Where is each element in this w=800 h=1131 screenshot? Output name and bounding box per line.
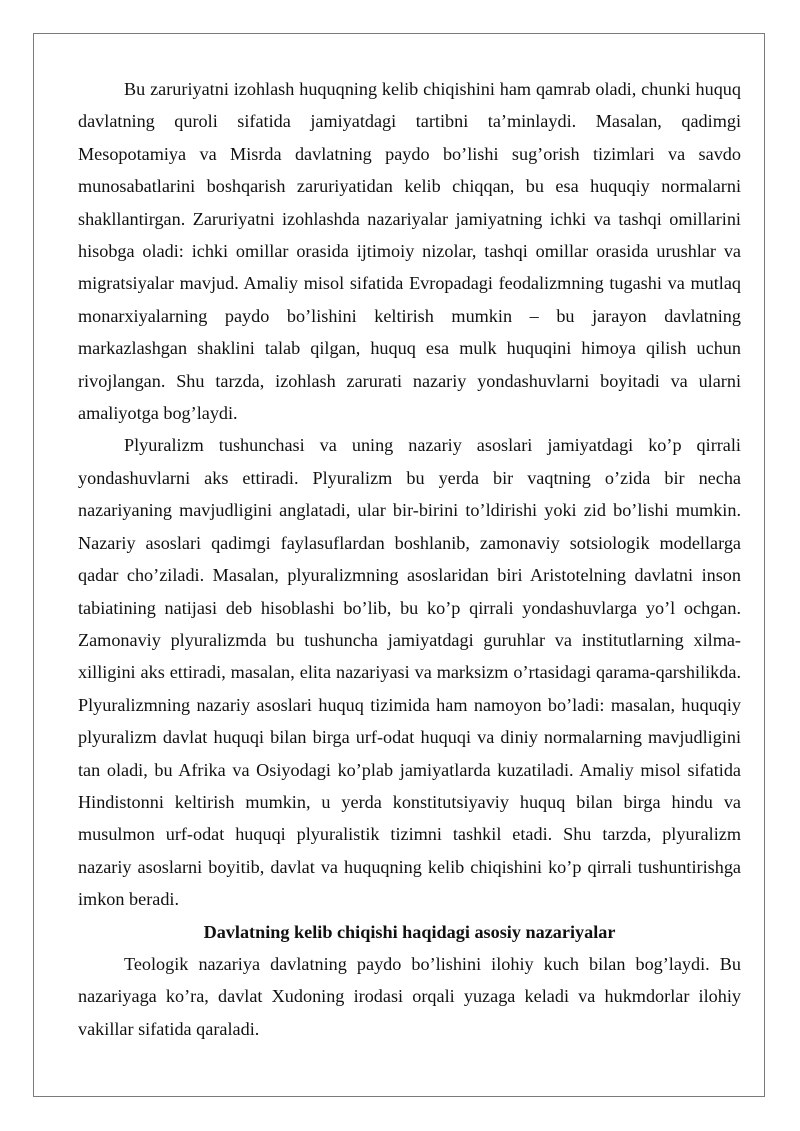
paragraph-explanation-necessity: Bu zaruriyatni izohlash huquqning kelib chiqishini ham qamrab oladi, chunki huquq davlatning quroli sifatida jamiyatdagi tartibni ta’minlaydi. Masalan, qadimgi Mesopotamiya va Misrda davlatning paydo bo’lishi sug’orish tizimlari va savdo munosabatlarini boshqarish zaruriyatidan kelib chiqqan, bu esa huquqiy normalarni shakllantirgan. Zaruriyatni izohlashda nazariyalar jamiyatning ichki va tashqi omillarini hisobga oladi: ichki omillar orasida ijtimoiy nizolar, tashqi omillar orasida urushlar va migratsiyalar mavjud. Amaliy misol sifatida Evropadagi feodalizmning tugashi va mutlaq monarxiyalarning paydo bo’lishini keltirish mumkin – bu jarayon davlatning markazlashgan shaklini talab qilgan, huquq esa mulk huquqini himoya qilish uchun rivojlangan. Shu tarzda, izohlash zarurati nazariy yondashuvlarni boyitadi va ularni amaliyotga bog’laydi. <box>78 79 741 424</box>
paragraph-pluralism: Plyuralizm tushunchasi va uning nazariy asoslari jamiyatdagi ko’p qirrali yondashuvlarni aks ettiradi. Plyuralizm bu yerda bir vaqtning o’zida bir necha nazariyaning mavjudligini anglatadi, ular bir-birini to’ldirishi yoki zid bo’lishi mumkin. Nazariy asoslari qadimgi faylasuflardan boshlanib, zamonaviy sotsiologik modellarga qadar cho’ziladi. Masalan, plyuralizmning asoslaridan biri Aristotelning davlatni inson tabiatining natijasi deb hisoblashi bo’lib, bu ko’p qirrali yondashuvlarga yo’l ochgan. Zamonaviy plyuralizmda bu tushuncha jamiyatdagi guruhlar va institutlarning xilma-xilligini aks ettiradi, masalan, elita nazariyasi va marksizm o’rtasidagi qarama-qarshilikda. Plyuralizmning nazariy asoslari huquq tizimida ham namoyon bo’ladi: masalan, huquqiy plyuralizm davlat huquqi bilan birga urf-odat huquqi va diniy normalarning mavjudligini tan oladi, bu Afrika va Osiyodagi ko’plab jamiyatlarda kuzatiladi. Amaliy misol sifatida Hindistonni keltirish mumkin, u yerda konstitutsiyaviy huquq bilan birga hindu va musulmon urf-odat huquqi plyuralistik tizimni tashkil etadi. Shu tarzda, plyuralizm nazariy asoslarni boyitib, davlat va huquqning kelib chiqishini ko’p qirrali tushuntirishga imkon beradi. <box>78 435 741 910</box>
section-heading: Davlatning kelib chiqishi haqidagi asosiy nazariyalar <box>203 921 616 942</box>
document-body <box>78 73 741 1045</box>
paragraph-theological-theory: Teologik nazariya davlatning paydo bo’lishini ilohiy kuch bilan bog’laydi. Bu nazariyaga ko’ra, davlat Xudoning irodasi orqali yuzaga keladi va hukmdorlar ilohiy vakillar sifatida qaraladi. <box>78 953 741 1039</box>
